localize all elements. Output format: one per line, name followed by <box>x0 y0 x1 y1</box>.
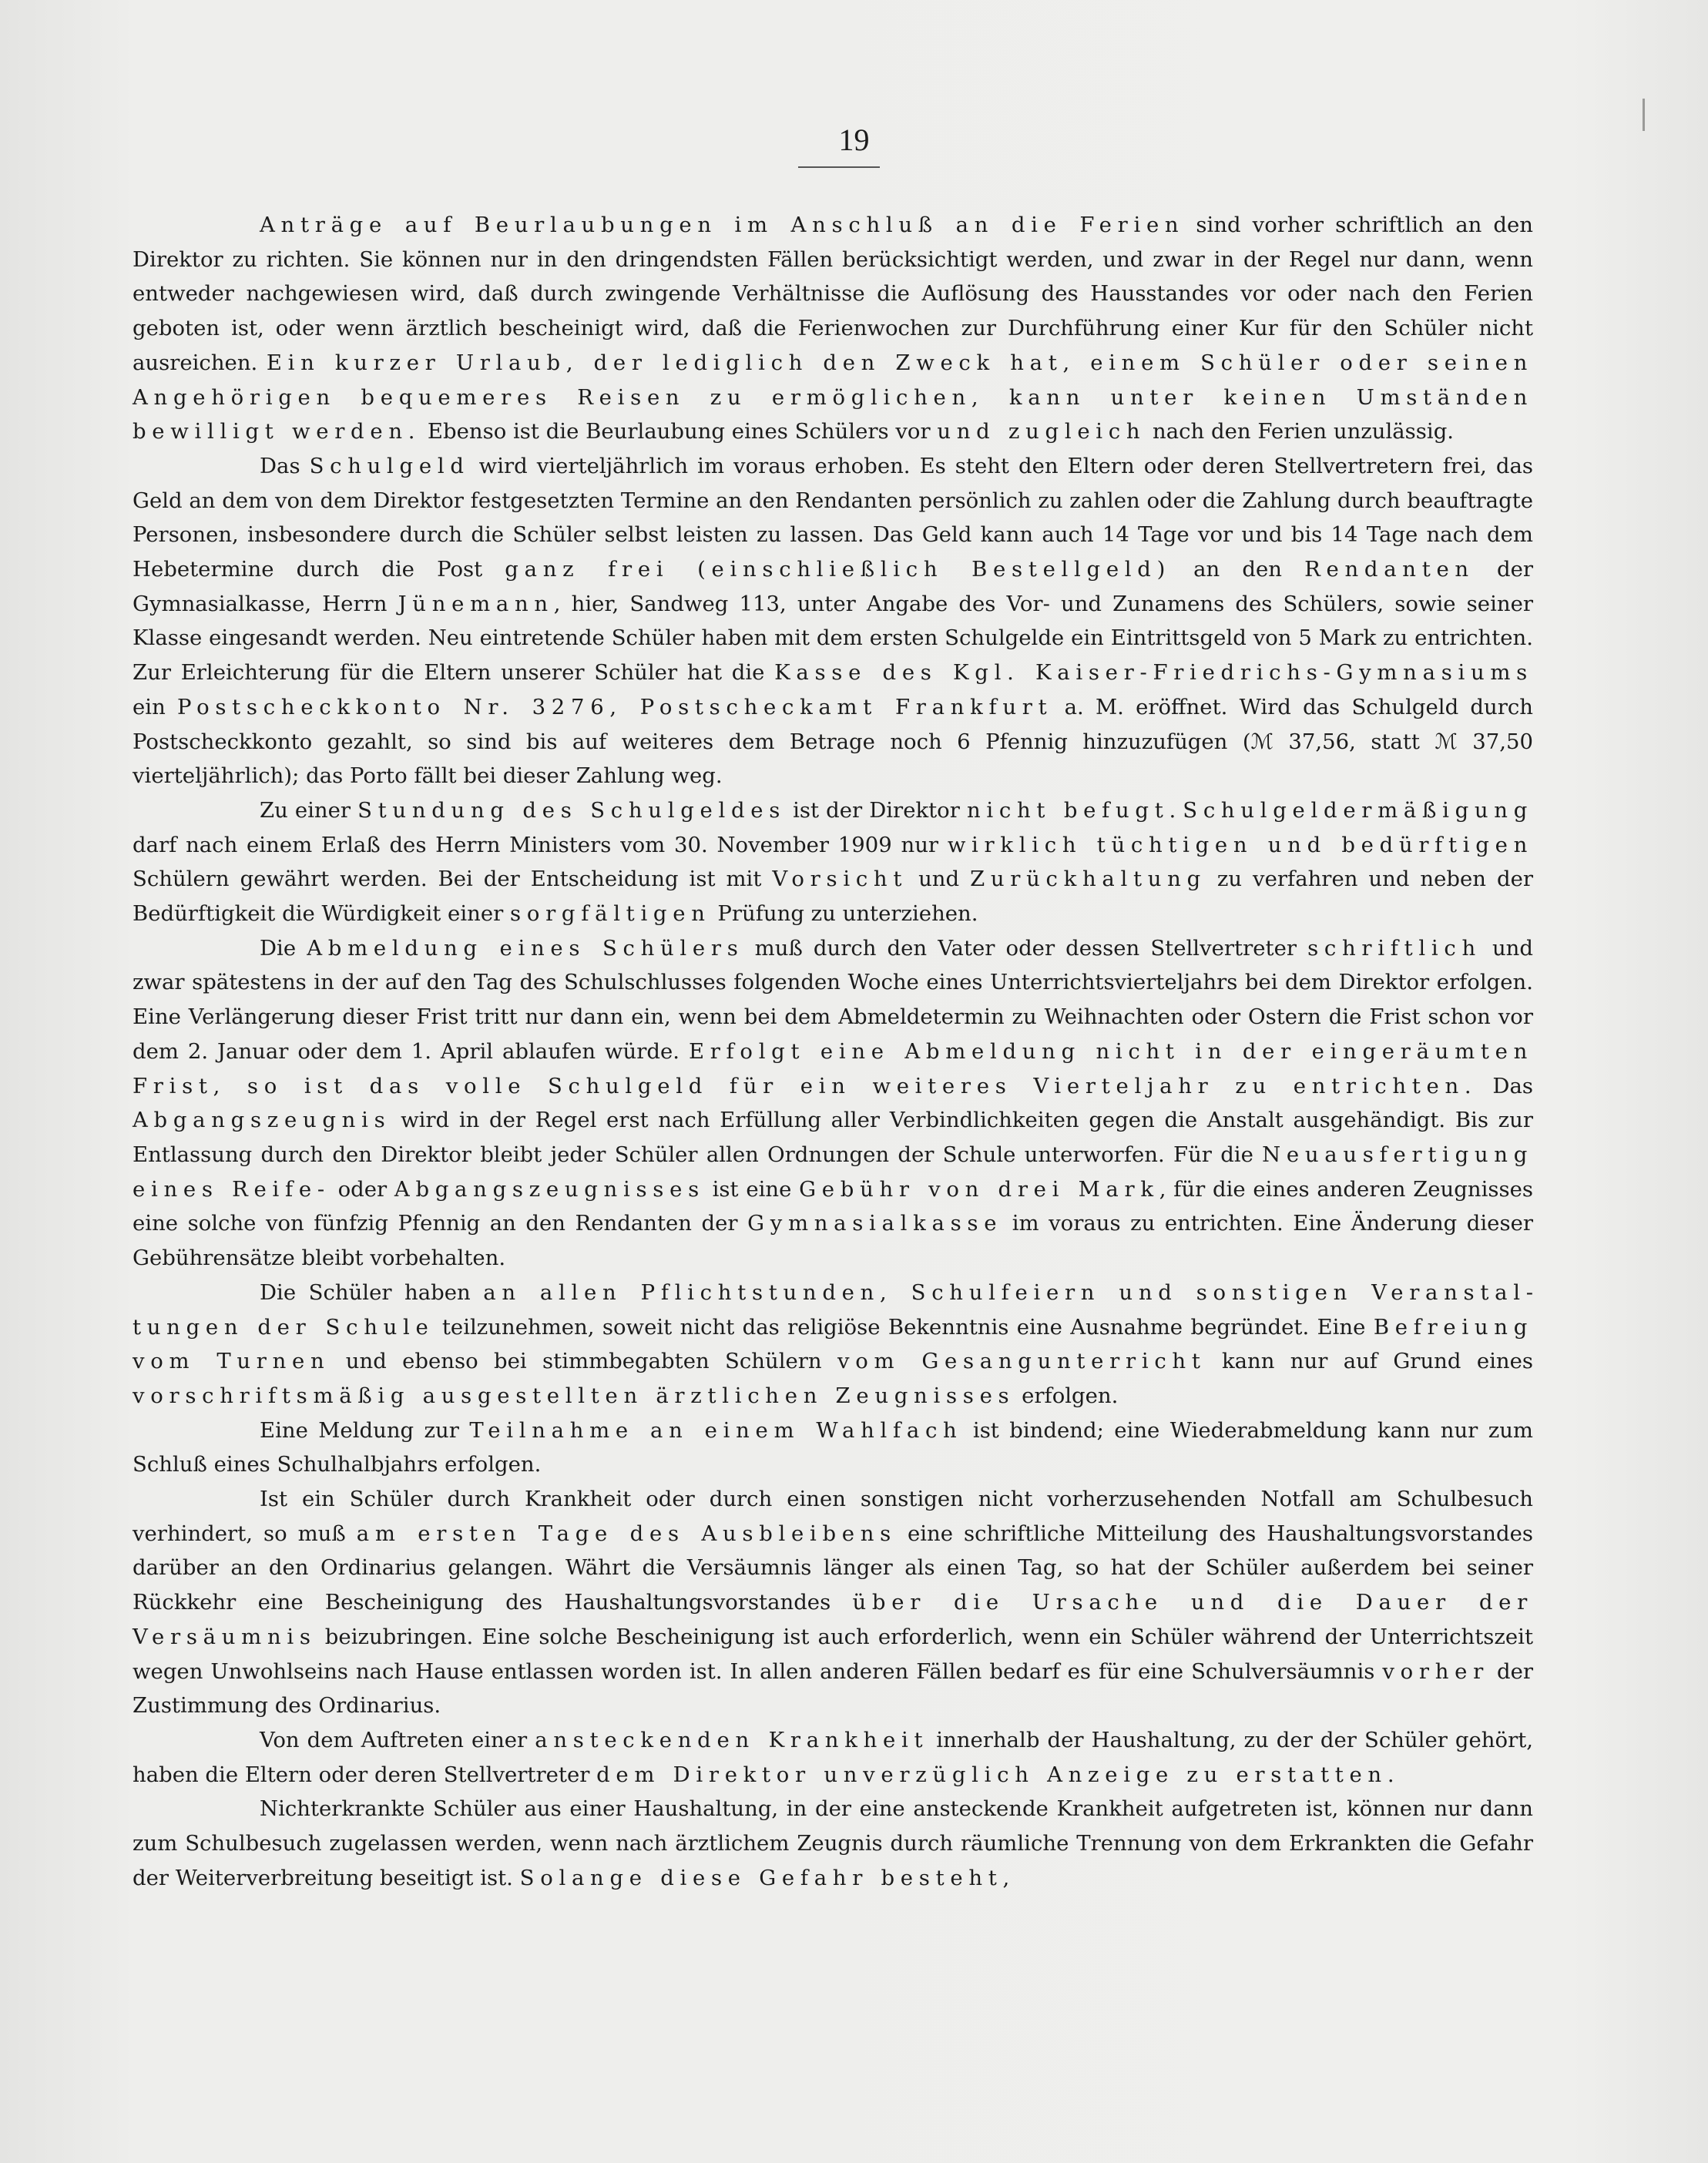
text-run: ein <box>133 694 178 719</box>
text-run: an den <box>1171 557 1305 582</box>
paragraph <box>133 1413 1533 1482</box>
text-run: muß durch den Vater oder dessen Stellvertreter <box>743 935 1308 961</box>
spaced-emphasis: Schulgeld <box>309 453 470 478</box>
text-run: eine schriftliche Mitteilung des Haushaltungsvorstandes darüber an den Ordinarius gelangen. Währt die Versäumnis länger als einen Tag, so hat der Schüler außerdem bei seiner Rückkehr eine Bescheinigung des Haushaltungsvorstandes <box>133 1521 1533 1615</box>
spaced-emphasis: Gebühr von drei Mark <box>799 1176 1159 1202</box>
text-run: Zu einer <box>260 797 358 823</box>
spaced-emphasis: Kasse des Kgl. Kaiser-Friedrichs-Gymnasiums <box>774 660 1533 686</box>
text-run: Die Schüler haben <box>260 1279 484 1305</box>
text-run: . <box>1387 1762 1394 1787</box>
page-number-rule <box>798 166 880 168</box>
page-number: 19 <box>838 122 870 157</box>
text-run: innerhalb der Haushaltung, zu der der Schüler gehört, haben die Eltern oder deren Stellvertreter <box>133 1727 1534 1787</box>
spaced-emphasis: Neuausfertigung eines Reife- <box>133 1142 1533 1202</box>
spaced-emphasis: Schulgeldermäßigung <box>1183 797 1534 823</box>
text-run: teilzunehmen, soweit nicht das religiöse Bekenntnis eine Ausnahme begründet. Eine <box>434 1314 1374 1340</box>
text-run: darf nach einem Erlaß des Herrn Ministers vom 30. November 1909 nur <box>133 832 948 857</box>
text-run: a. M. eröffnet. Wird das Schulgeld durch Postscheckkonto gezahlt, so sind bis auf weiteres dem Betrage noch 6 Pfennig hinzuzufügen (ℳ 37,56, statt ℳ 37,50 vierteljährlich); das Porto fällt bei dieser Zahlung weg. <box>133 694 1533 789</box>
spaced-emphasis: Erfolgt eine Abmeldung nicht in der eingeräumten Frist, so ist das volle Schulgeld für ein weiteres Vierteljahr zu entrichten. <box>133 1038 1533 1098</box>
text-run: Eine Meldung zur <box>260 1417 470 1443</box>
spaced-emphasis: Abgangszeugnis <box>133 1108 391 1133</box>
spaced-emphasis: vorschriftsmäßig ausgestellten ärztlichen Zeugnisses <box>133 1383 1015 1408</box>
text-run: Das <box>1477 1073 1533 1098</box>
spaced-emphasis: Postscheckkonto Nr. 3276, Postscheckamt Frankfurt <box>177 694 1053 719</box>
text-run: und ebenso bei stimmbegabten Schülern <box>330 1349 837 1374</box>
text-run: Prüfung zu unterziehen. <box>710 901 978 927</box>
spaced-emphasis: Stundung des Schulgeldes <box>357 797 787 823</box>
spaced-emphasis: und zugleich <box>937 419 1146 444</box>
paragraph <box>133 449 1533 793</box>
spaced-emphasis: Abmeldung eines Schülers <box>307 935 744 961</box>
text-run: wird in der Regel erst nach Erfüllung aller Verbindlichkeiten gegen die Anstalt ausgehändigt. Bis zur Entlassung durch den Direktor bleibt jeder Schüler allen Ordnungen der Schule unterworfen. Für die <box>133 1108 1533 1167</box>
spaced-emphasis: an allen Pflichtstunden, Schulfeiern und sonstigen Veranstaltungen der Schule <box>133 1279 1533 1340</box>
text-run: Das <box>260 453 310 478</box>
text-run: Ebenso ist die Beurlaubung eines Schülers vor <box>421 419 938 444</box>
spaced-emphasis: Rendanten <box>1304 557 1475 582</box>
text-run: nach den Ferien unzulässig. <box>1146 419 1455 444</box>
spaced-emphasis: ansteckenden Krankheit <box>535 1727 929 1752</box>
spaced-emphasis: vom Gesangunterricht <box>837 1349 1206 1374</box>
spaced-emphasis: über die Ursache und die Dauer der Versäumnis <box>133 1590 1533 1649</box>
text-run: Die <box>260 935 307 961</box>
text-run: der Zustimmung des Ordinarius. <box>133 1658 1534 1719</box>
text-run: ist der Direktor <box>786 797 967 823</box>
spaced-emphasis: vorher <box>1382 1658 1489 1684</box>
paragraph <box>133 1482 1533 1723</box>
text-run: sind vorher schriftlich an den Direktor zu richten. Sie können nur in den dringendsten Fällen berücksichtigt werden, und zwar in der Regel nur dann, wenn entweder nachgewiesen wird, daß durch zwingende Verhältnisse die Auflösung des Hausstandes vor oder nach den Ferien geboten ist, oder wenn ärztlich bescheinigt wird, daß die Ferienwochen zur Durchführung einer Kur für den Schüler nicht ausreichen. <box>133 213 1533 375</box>
paragraph <box>133 1723 1533 1792</box>
text-run: und zwar spätestens in der auf den Tag des Schulschlusses folgenden Woche eines Unterrichtsvierteljahrs bei dem Direktor erfolgen. Eine Verlängerung dieser Frist tritt nur dann ein, wenn bei dem Abmeldetermin zu Weihnachten oder Ostern die Frist schon vor dem 2. Januar oder dem 1. April ablaufen würde. <box>133 935 1533 1064</box>
paragraph <box>133 793 1533 931</box>
spaced-emphasis: Jünemann <box>398 591 554 616</box>
text-run: Nichterkrankte Schüler aus einer Haushaltung, in der eine ansteckende Krankheit aufgetreten ist, können nur dann zum Schulbesuch zugelassen werden, wenn nach ärztlichem Zeugnis durch räumliche Trennung von dem Erkrankten die Gefahr der Weiterverbreitung beseitigt ist. <box>133 1796 1533 1890</box>
spaced-emphasis: Anträge auf Beurlaubungen im Anschluß an die Ferien <box>260 213 1185 237</box>
spaced-emphasis: Solange diese Gefahr besteht, <box>519 1865 1015 1890</box>
text-run: und <box>908 867 971 892</box>
text-run: , hier, Sandweg 113, unter Angabe des Vor- und Zunamens des Schülers, sowie seiner Klasse eingesandt werden. Neu eintretende Schüler haben mit dem ersten Schulgelde ein Eintrittsgeld von 5 Mark zu entrichten. Zur Erleichterung für die Eltern unserer Schüler hat die <box>133 591 1533 686</box>
spaced-emphasis: Abgangszeugnisses <box>394 1176 705 1202</box>
spaced-emphasis: Zurückhaltung <box>970 867 1206 892</box>
text-run: , für die eines anderen Zeugnisses eine solche von fünfzig Pfennig an den Rendanten der <box>133 1176 1533 1236</box>
spaced-emphasis: Gymnasialkasse <box>747 1211 1003 1236</box>
spaced-emphasis: nicht befugt <box>966 797 1169 823</box>
paragraph <box>133 1792 1533 1895</box>
text-run: ist bindend; eine Wiederabmeldung kann nur zum Schluß eines Schulhalbjahrs erfolgen. <box>133 1417 1533 1477</box>
text-run: Ist ein Schüler durch Krankheit oder durch einen sonstigen nicht vorherzusehenden Notfall am Schulbesuch verhindert, so muß <box>133 1487 1533 1546</box>
spaced-emphasis: sorgfältigen <box>510 901 711 927</box>
paragraph <box>133 208 1533 449</box>
paragraph <box>133 1276 1533 1413</box>
text-run: kann nur auf Grund eines <box>1206 1349 1533 1374</box>
spaced-emphasis: wirklich tüchtigen und bedürftigen <box>947 832 1533 857</box>
spaced-emphasis: am ersten Tage des Ausbleibens <box>356 1521 897 1546</box>
spaced-emphasis: Ein kurzer Urlaub, der lediglich den Zweck hat, einem Schüler oder seinen Angehörigen bequemeres Reisen zu ermöglichen, kann unter keinen Umständen bewilligt werden. <box>133 350 1533 444</box>
text-run: Schülern gewährt werden. Bei der Entscheidung ist mit <box>133 867 773 892</box>
text-run: Von dem Auftreten einer <box>260 1727 535 1752</box>
text-run: erfolgen. <box>1015 1383 1119 1408</box>
paragraph <box>133 931 1533 1276</box>
text-run: . <box>1169 797 1183 823</box>
text-run: im voraus zu entrichten. Eine Änderung dieser Gebührensätze bleibt vorbehalten. <box>133 1211 1533 1271</box>
spaced-emphasis: schriftlich <box>1307 935 1481 961</box>
text-run: zu verfahren und neben der Bedürftigkeit die Würdigkeit einer <box>133 867 1533 927</box>
body-text <box>133 208 1533 1895</box>
spaced-emphasis: Vorsicht <box>772 867 908 892</box>
spaced-emphasis: dem Direktor unverzüglich Anzeige zu erstatten <box>596 1762 1388 1787</box>
text-run: oder <box>330 1176 394 1202</box>
text-run: ist eine <box>704 1176 800 1202</box>
text-run: beizubringen. Eine solche Bescheinigung ist auch erforderlich, wenn ein Schüler während der Unterrichtszeit wegen Unwohlseins nach Hause entlassen worden ist. In allen anderen Fällen bedarf es für eine Schulversäumnis <box>133 1624 1533 1684</box>
text-run: wird vierteljährlich im voraus erhoben. Es steht den Eltern oder deren Stellvertretern frei, das Geld an dem von dem Direktor festgesetzten Termine an den Rendanten persönlich zu zahlen oder die Zahlung durch beauftragte Personen, insbesondere durch die Schüler selbst leisten zu lassen. Das Geld kann auch 14 Tage vor und bis 14 Tage nach dem Hebetermine durch die Post <box>133 453 1533 582</box>
text-run: der Gymnasialkasse, Herrn <box>133 557 1534 616</box>
spaced-emphasis: Befreiung vom Turnen <box>133 1314 1534 1374</box>
spaced-emphasis: ganz frei (einschließlich Bestellgeld) <box>505 557 1172 582</box>
spaced-emphasis: Teilnahme an einem Wahlfach <box>469 1417 963 1443</box>
